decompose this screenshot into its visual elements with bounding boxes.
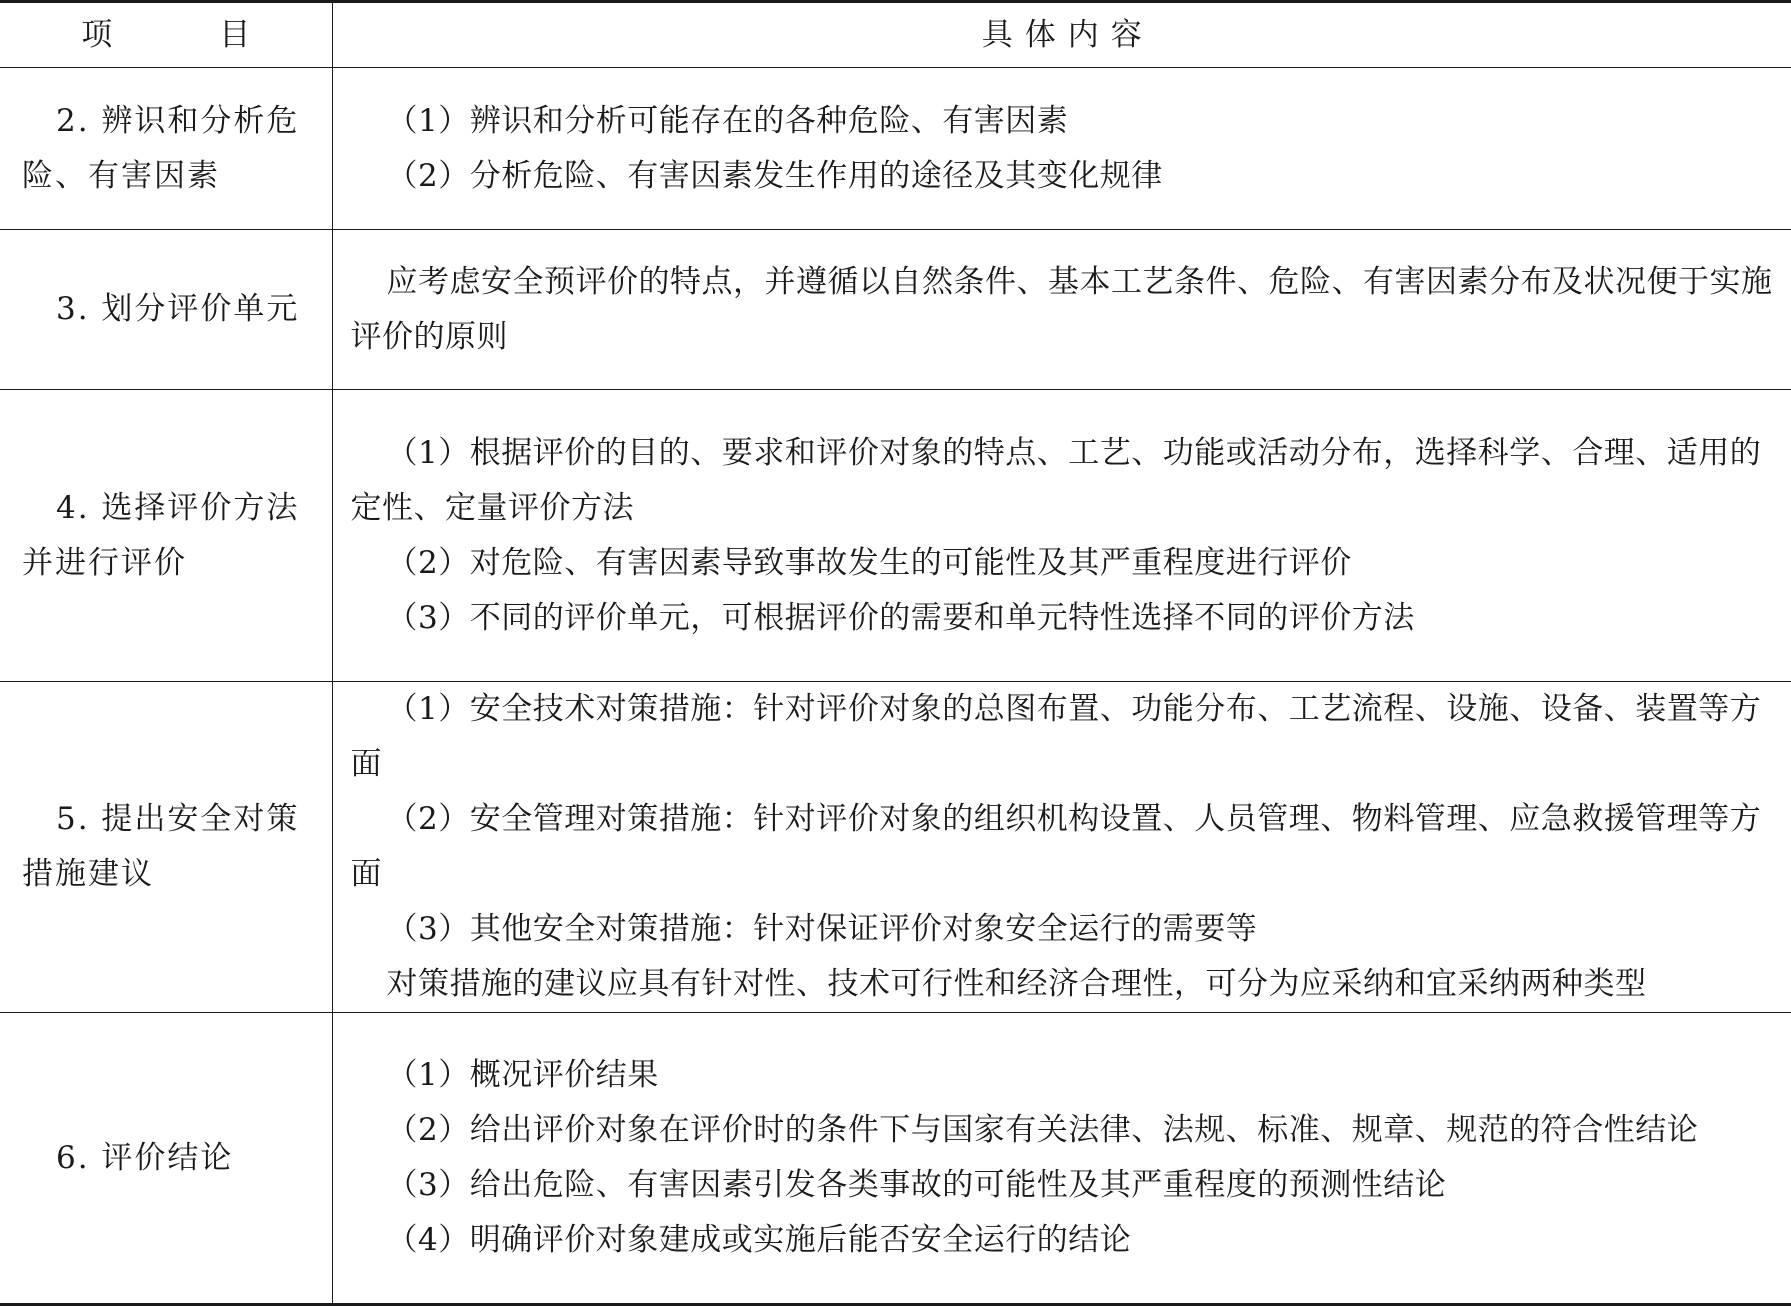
item-line: 并进行评价 <box>22 544 187 581</box>
item-cell <box>0 230 332 390</box>
content-line: （3）其他安全对策措施：针对保证评价对象安全运行的需要等 <box>386 911 1258 947</box>
content-line: （1）辨识和分析可能存在的各种危险、有害因素 <box>386 102 1069 139</box>
content-line: （1）概况评价结果 <box>386 1057 659 1093</box>
item-line: 险、有害因素 <box>22 157 220 194</box>
item-line: 6. 评价结论 <box>56 1139 234 1176</box>
item-line: 5. 提出安全对策 <box>56 801 300 837</box>
item-cell <box>0 1013 332 1305</box>
content-cell <box>332 230 1791 390</box>
content-line: （3）给出危险、有害因素引发各类事故的可能性及其严重程度的预测性结论 <box>386 1167 1447 1203</box>
content-line: （3）不同的评价单元，可根据评价的需要和单元特性选择不同的评价方法 <box>386 599 1415 636</box>
table-row <box>0 68 1791 230</box>
table-row <box>0 230 1791 390</box>
table-row <box>0 390 1791 682</box>
table-header-row <box>0 2 1791 68</box>
item-cell <box>0 682 332 1013</box>
item-line: 措施建议 <box>22 856 154 892</box>
content-line: （2）对危险、有害因素导致事故发生的可能性及其严重程度进行评价 <box>386 544 1352 581</box>
content-line: 对策措施的建议应具有针对性、技术可行性和经济合理性，可分为应采纳和宜采纳两种类型 <box>386 966 1647 1002</box>
item-line: 2. 辨识和分析危 <box>56 102 300 139</box>
item-cell <box>0 390 332 682</box>
table-row <box>0 682 1791 1013</box>
item-cell <box>0 68 332 230</box>
content-line: 应考虑安全预评价的特点，并遵循以自然条件、基本工艺条件、危险、有害因素分布及状况便于实施评价的原则 <box>350 263 1773 355</box>
item-line: 3. 划分评价单元 <box>56 291 300 327</box>
content-line: （2）给出评价对象在评价时的条件下与国家有关法律、法规、标准、规章、规范的符合性结论 <box>386 1112 1699 1148</box>
content-line: （1）安全技术对策措施：针对评价对象的总图布置、功能分布、工艺流程、设施、设备、装置等方面 <box>350 691 1762 782</box>
content-cell <box>332 1013 1791 1305</box>
content-cell <box>332 68 1791 230</box>
content-line: （2）分析危险、有害因素发生作用的途径及其变化规律 <box>386 157 1163 194</box>
header-item: 项 目 <box>0 2 332 68</box>
content-cell <box>332 390 1791 682</box>
content-line: （1）根据评价的目的、要求和评价对象的特点、工艺、功能或活动分布，选择科学、合理、适用的定性、定量评价方法 <box>350 434 1762 526</box>
content-line: （4）明确评价对象建成或实施后能否安全运行的结论 <box>386 1222 1132 1258</box>
item-line: 4. 选择评价方法 <box>56 489 300 526</box>
content-cell <box>332 682 1791 1013</box>
header-content: 具体内容 <box>332 2 1791 68</box>
content-line: （2）安全管理对策措施：针对评价对象的组织机构设置、人员管理、物料管理、应急救援管理等方面 <box>350 801 1762 892</box>
table-row <box>0 1013 1791 1305</box>
